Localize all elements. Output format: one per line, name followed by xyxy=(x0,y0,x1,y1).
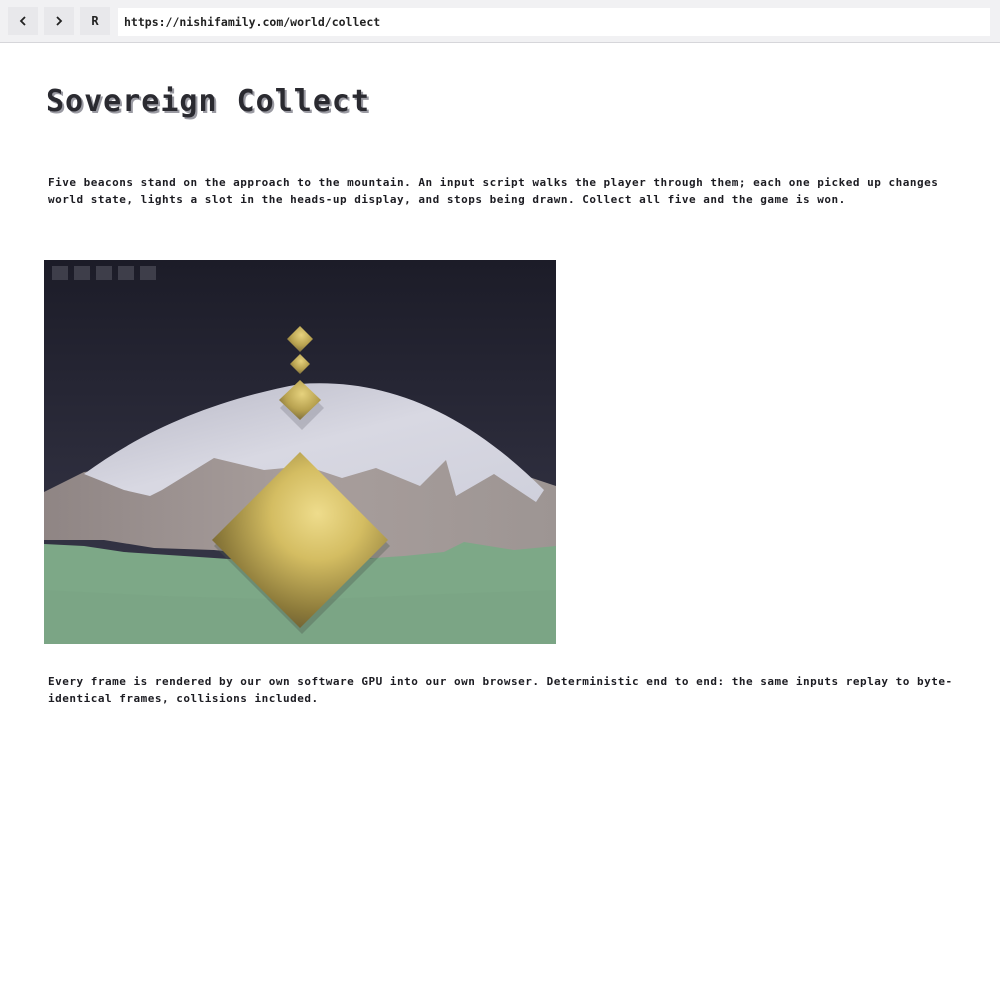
browser-toolbar xyxy=(0,0,1000,43)
intro-paragraph: Five beacons stand on the approach to the mountain. An input script walks the player through them; each one picked up changes world state, lights a slot in the heads-up display, and stops being drawn. Collect all five and the game is won. xyxy=(48,176,939,206)
chevron-right-icon xyxy=(55,16,63,26)
hud-slot xyxy=(96,266,112,280)
hud-slot xyxy=(140,266,156,280)
page-title: Sovereign Collect xyxy=(46,84,371,119)
hud-slots xyxy=(52,266,156,280)
outro-paragraph: Every frame is rendered by our own software GPU into our own browser. Deterministic end to end: the same inputs replay to byte-identical frames, collisions included. xyxy=(48,675,953,705)
chevron-left-icon xyxy=(19,16,27,26)
forward-button[interactable] xyxy=(44,7,74,35)
url-input[interactable] xyxy=(118,8,990,36)
game-canvas[interactable] xyxy=(44,260,556,644)
back-button[interactable] xyxy=(8,7,38,35)
game-viewport[interactable] xyxy=(44,260,556,644)
reload-button[interactable]: R xyxy=(80,7,110,35)
hud-slot xyxy=(74,266,90,280)
hud-slot xyxy=(52,266,68,280)
hud-slot xyxy=(118,266,134,280)
